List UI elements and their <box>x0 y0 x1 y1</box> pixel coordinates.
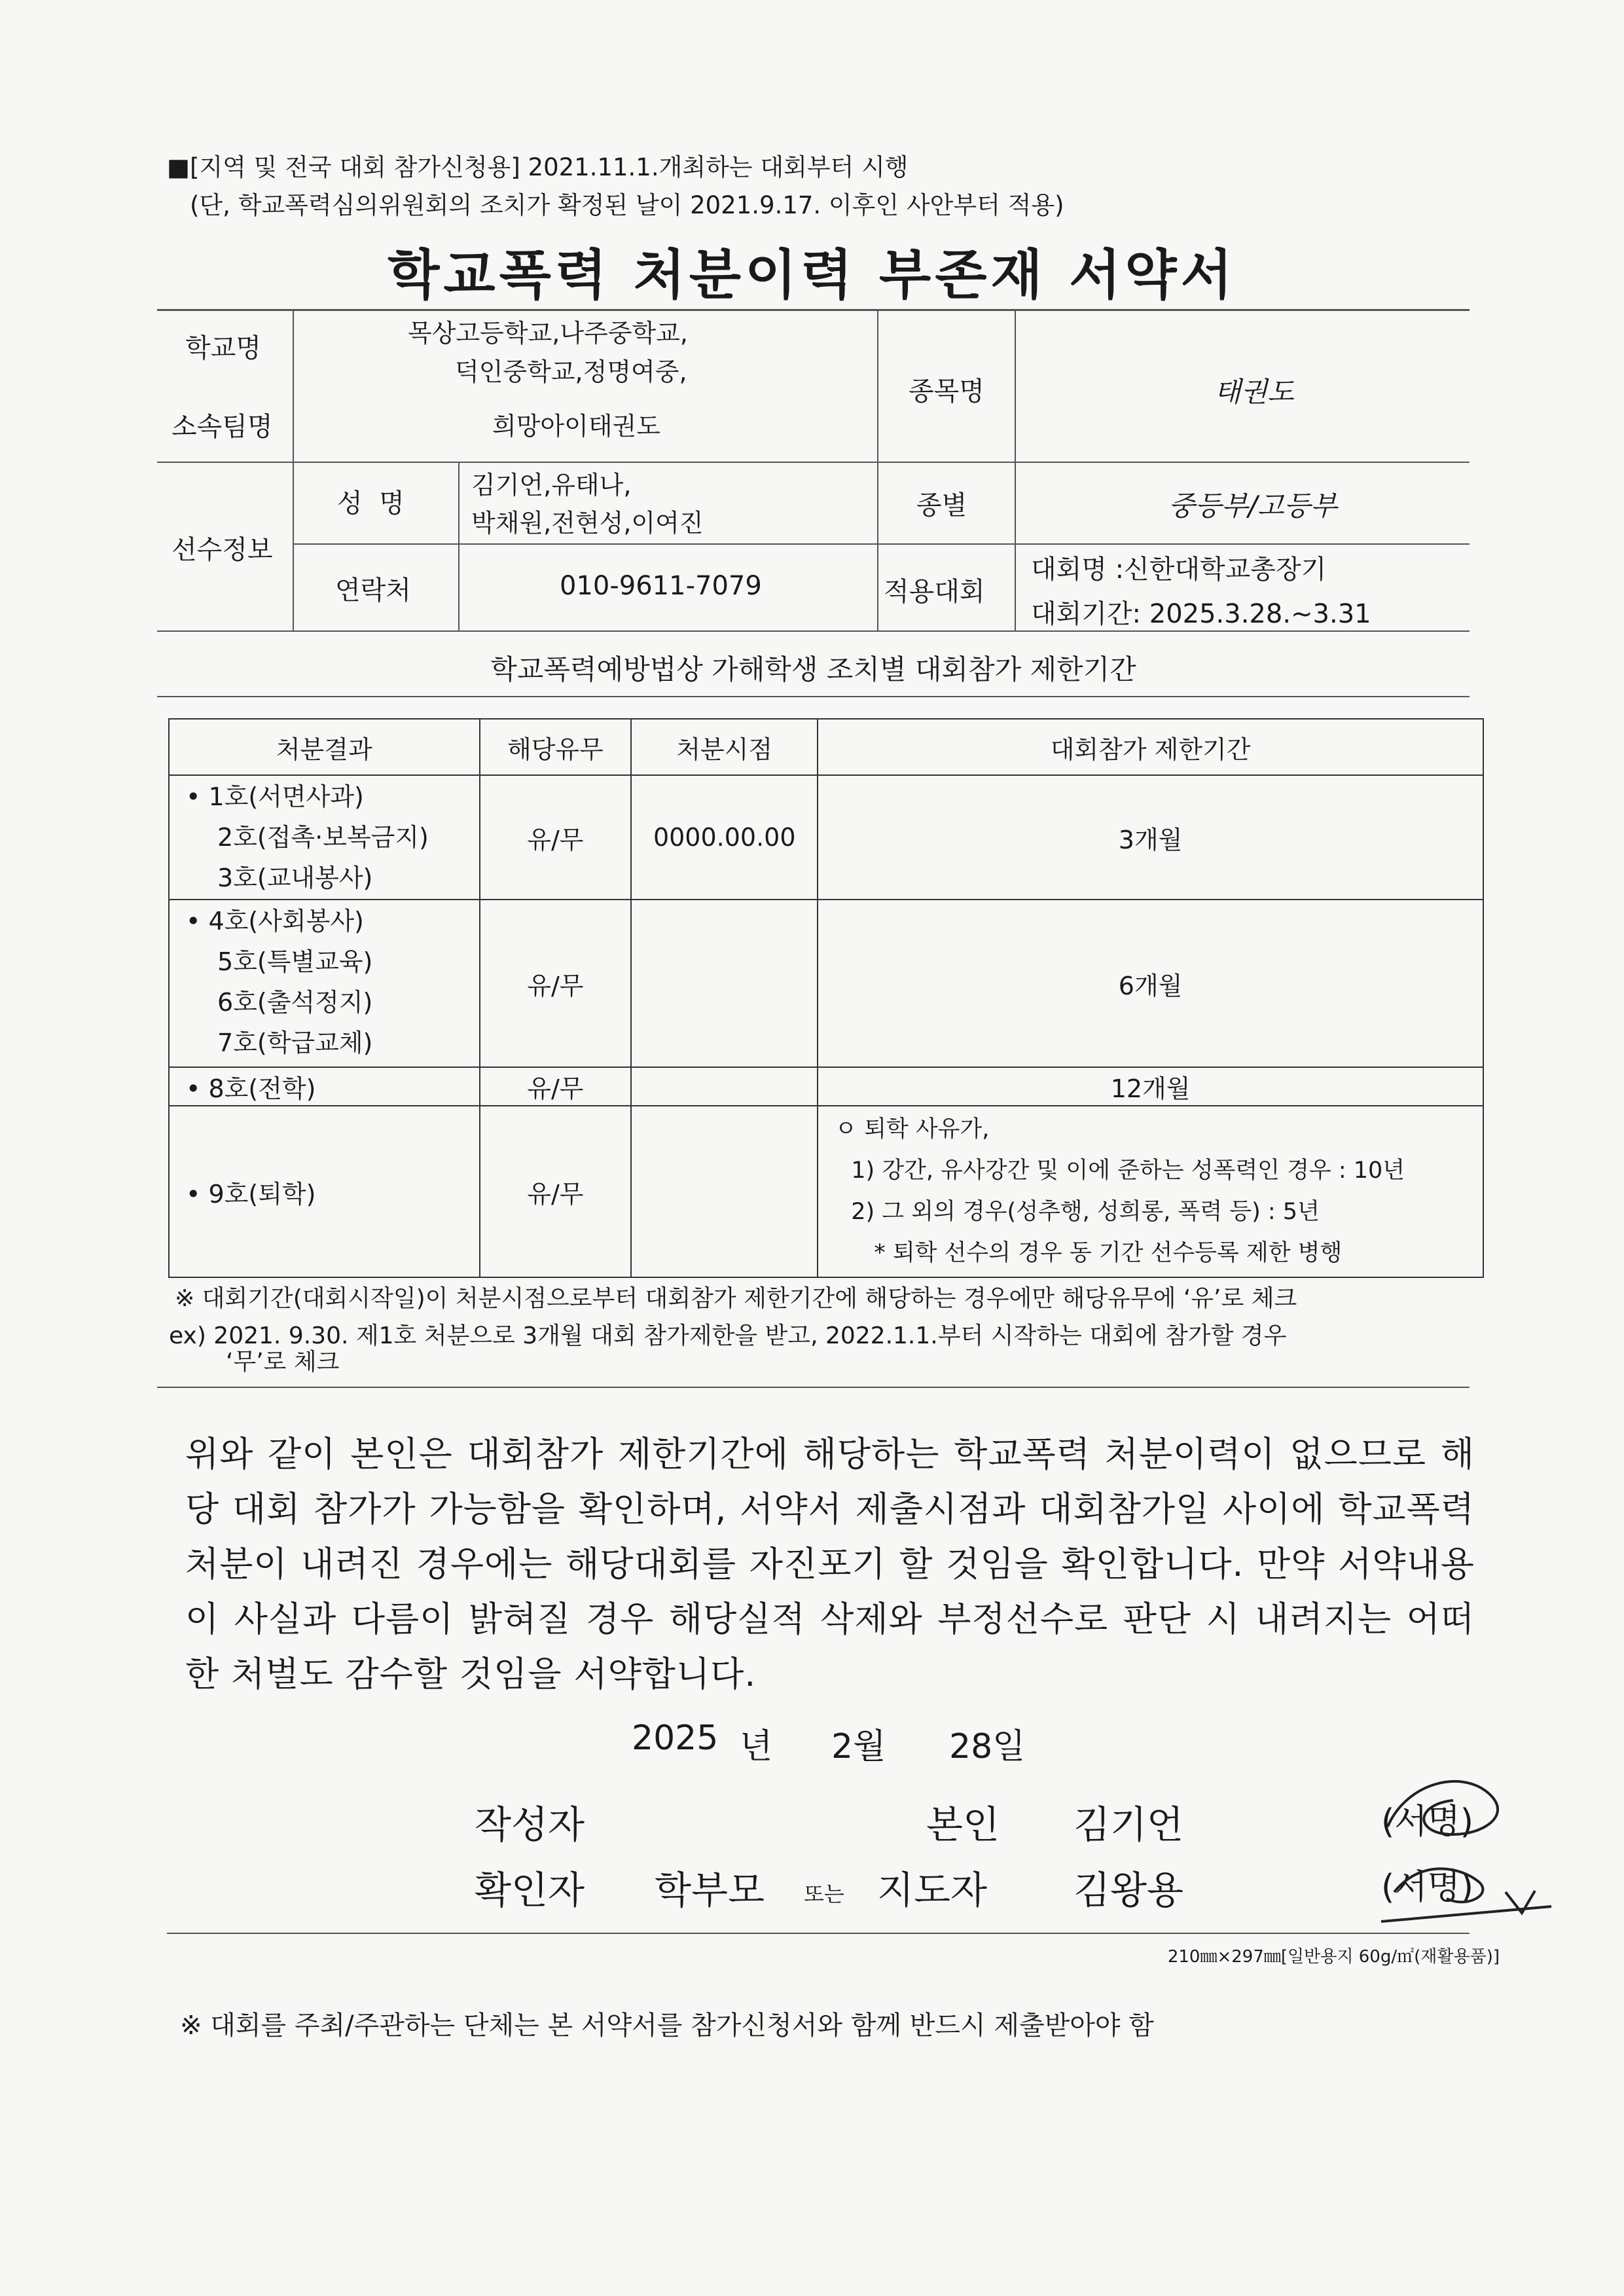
handwritten-signature <box>1368 1741 1564 1964</box>
expulsion-note: * 퇴학 선수의 경우 동 기간 선수등록 제한 병행 <box>874 1240 1343 1266</box>
header-line-2: (단, 학교폭력심의위원회의 조치가 확정된 날이 2021.9.17. 이후인 사안부터 적용) <box>190 191 1064 219</box>
name-value-2: 박채원,전현성,이여진 <box>471 509 704 538</box>
writer-name: 김기언 <box>1074 1802 1184 1847</box>
parent-label: 학부모 <box>655 1868 765 1912</box>
info-col-line-1 <box>293 311 294 630</box>
expulsion-note: ㅇ 퇴학 사유가, <box>835 1116 990 1142</box>
info-bottom-border <box>157 630 1470 632</box>
note-3: ‘무’로 체크 <box>226 1349 340 1376</box>
header-restriction-period: 대회참가 제한기간 <box>818 719 1483 775</box>
disposition-item: 5호(특별교육) <box>217 947 373 976</box>
info-col-line-2 <box>877 311 878 630</box>
header-line-1: ■[지역 및 전국 대회 참가신청용] 2021.11.1.개최하는 대회부터 시행 <box>167 153 909 181</box>
self-label: 본인 <box>926 1802 1000 1847</box>
disposition-item: • 4호(사회봉사) <box>186 907 364 936</box>
name-label: 성 명 <box>337 488 405 519</box>
team-label: 소속팀명 <box>171 412 273 442</box>
date-year-unit: 년 <box>740 1727 773 1766</box>
table-row <box>169 900 1483 1067</box>
contact-value: 010-9611-7079 <box>560 571 762 601</box>
school-value-2: 덕인중학교,정명여중, <box>455 357 687 386</box>
writer-sign-mark: (서명) <box>1381 1802 1474 1842</box>
coach-sign-mark: (서명) <box>1381 1868 1474 1907</box>
info-col-line-4 <box>458 462 460 630</box>
disposition-table <box>168 718 1484 1278</box>
table-row <box>169 1106 1483 1277</box>
footer-note: ※ 대회를 주최/주관하는 단체는 본 서약서를 참가신청서와 함께 반드시 제출받아야 함 <box>180 2011 1154 2041</box>
contact-label: 연락처 <box>335 575 411 606</box>
note-2: ex) 2021. 9.30. 제1호 처분으로 3개월 대회 참가제한을 받고, 2022.1.1.부터 시작하는 대회에 참가할 경우 <box>169 1322 1287 1349</box>
note-1: ※ 대회기간(대회시작일)이 처분시점으로부터 대회참가 제한기간에 해당하는 경우에만 해당유무에 ‘유’로 체크 <box>175 1285 1297 1312</box>
date-cell <box>631 1067 818 1106</box>
notes-divider <box>157 1387 1470 1388</box>
date-day: 28일 <box>949 1727 1026 1766</box>
period-cell: 12개월 <box>818 1067 1483 1106</box>
date-year: 2025 <box>632 1719 719 1758</box>
or-label: 또는 <box>804 1882 844 1906</box>
info-divider-1 <box>157 462 1470 463</box>
sport-label: 종목명 <box>909 376 984 407</box>
applicable-cell: 유/무 <box>480 900 632 1067</box>
restriction-title: 학교폭력예방법상 가해학생 조치별 대회참가 제한기간 <box>490 653 1136 685</box>
period-cell: 3개월 <box>818 775 1483 900</box>
date-cell <box>631 1106 818 1277</box>
writer-label: 작성자 <box>475 1802 585 1847</box>
info-top-border <box>157 309 1470 311</box>
event-name: 대회명 :신한대학교총장기 <box>1031 555 1327 585</box>
disposition-item: • 9호(퇴학) <box>169 1106 480 1277</box>
event-period: 대회기간: 2025.3.28.~3.31 <box>1031 599 1371 629</box>
table-row <box>169 775 1483 900</box>
header-date: 처분시점 <box>631 719 818 775</box>
disposition-item: 2호(접촉·보복금지) <box>217 823 429 852</box>
paper-spec: 210㎜×297㎜[일반용지 60g/㎡(재활용품)] <box>1167 1947 1500 1967</box>
table-header-row <box>169 719 1483 775</box>
disposition-item: 3호(교내봉사) <box>217 864 373 892</box>
category-value: 중등부/고등부 <box>1168 490 1337 522</box>
info-col-line-3 <box>1015 311 1016 630</box>
disposition-item: • 1호(서면사과) <box>186 782 364 811</box>
header-disposition: 처분결과 <box>169 719 480 775</box>
coach-name: 김왕용 <box>1074 1868 1184 1912</box>
school-label: 학교명 <box>185 333 261 363</box>
applicable-cell: 유/무 <box>480 1106 632 1277</box>
document-title: 학교폭력 처분이력 부존재 서약서 <box>388 244 1236 306</box>
table-row <box>169 1067 1483 1106</box>
date-cell: 0000.00.00 <box>631 775 818 900</box>
disposition-item: 7호(학급교체) <box>217 1029 373 1057</box>
disposition-item: 6호(출석정지) <box>217 988 373 1017</box>
disposition-item: • 8호(전학) <box>169 1067 480 1106</box>
applicable-cell: 유/무 <box>480 775 632 900</box>
school-value-1: 목상고등학교,나주중학교, <box>408 319 688 348</box>
signature-divider <box>167 1933 1470 1934</box>
expulsion-note: 2) 그 외의 경우(성추행, 성희롱, 폭력 등) : 5년 <box>851 1199 1320 1225</box>
event-label: 적용대회 <box>884 577 985 607</box>
expulsion-note: 1) 강간, 유사강간 및 이에 준하는 성폭력인 경우 : 10년 <box>851 1157 1405 1184</box>
info-divider-2 <box>293 543 1470 545</box>
pledge-paragraph: 위와 같이 본인은 대회참가 제한기간에 해당하는 학교폭력 처분이력이 없으므로 해당 대회 참가가 가능함을 확인하며, 서약서 제출시점과 대회참가일 사이에 학교폭력 처분이 내려진 경우에는 해당대회를 자진포기 할 것임을 확인합니다. 만약 서약내용이 사실과 다름이 밝혀질 경우 해당실적 삭제와 부정선수로 판단 시 내려지는 어떠한 처벌도 감수할 것임을 서약합니다. <box>185 1434 1475 1694</box>
player-info-label: 선수정보 <box>171 535 273 565</box>
applicable-cell: 유/무 <box>480 1067 632 1106</box>
header-applicable: 해당유무 <box>480 719 632 775</box>
date-cell <box>631 900 818 1067</box>
category-label: 종별 <box>916 490 967 520</box>
sport-value: 태권도 <box>1214 376 1294 408</box>
team-value: 희망아이태권도 <box>492 412 660 441</box>
period-cell: 6개월 <box>818 900 1483 1067</box>
confirmer-label: 확인자 <box>475 1868 585 1912</box>
date-month: 2월 <box>831 1727 886 1766</box>
restriction-title-border <box>157 696 1470 697</box>
coach-label: 지도자 <box>877 1868 988 1912</box>
name-value-1: 김기언,유태나, <box>471 471 632 500</box>
